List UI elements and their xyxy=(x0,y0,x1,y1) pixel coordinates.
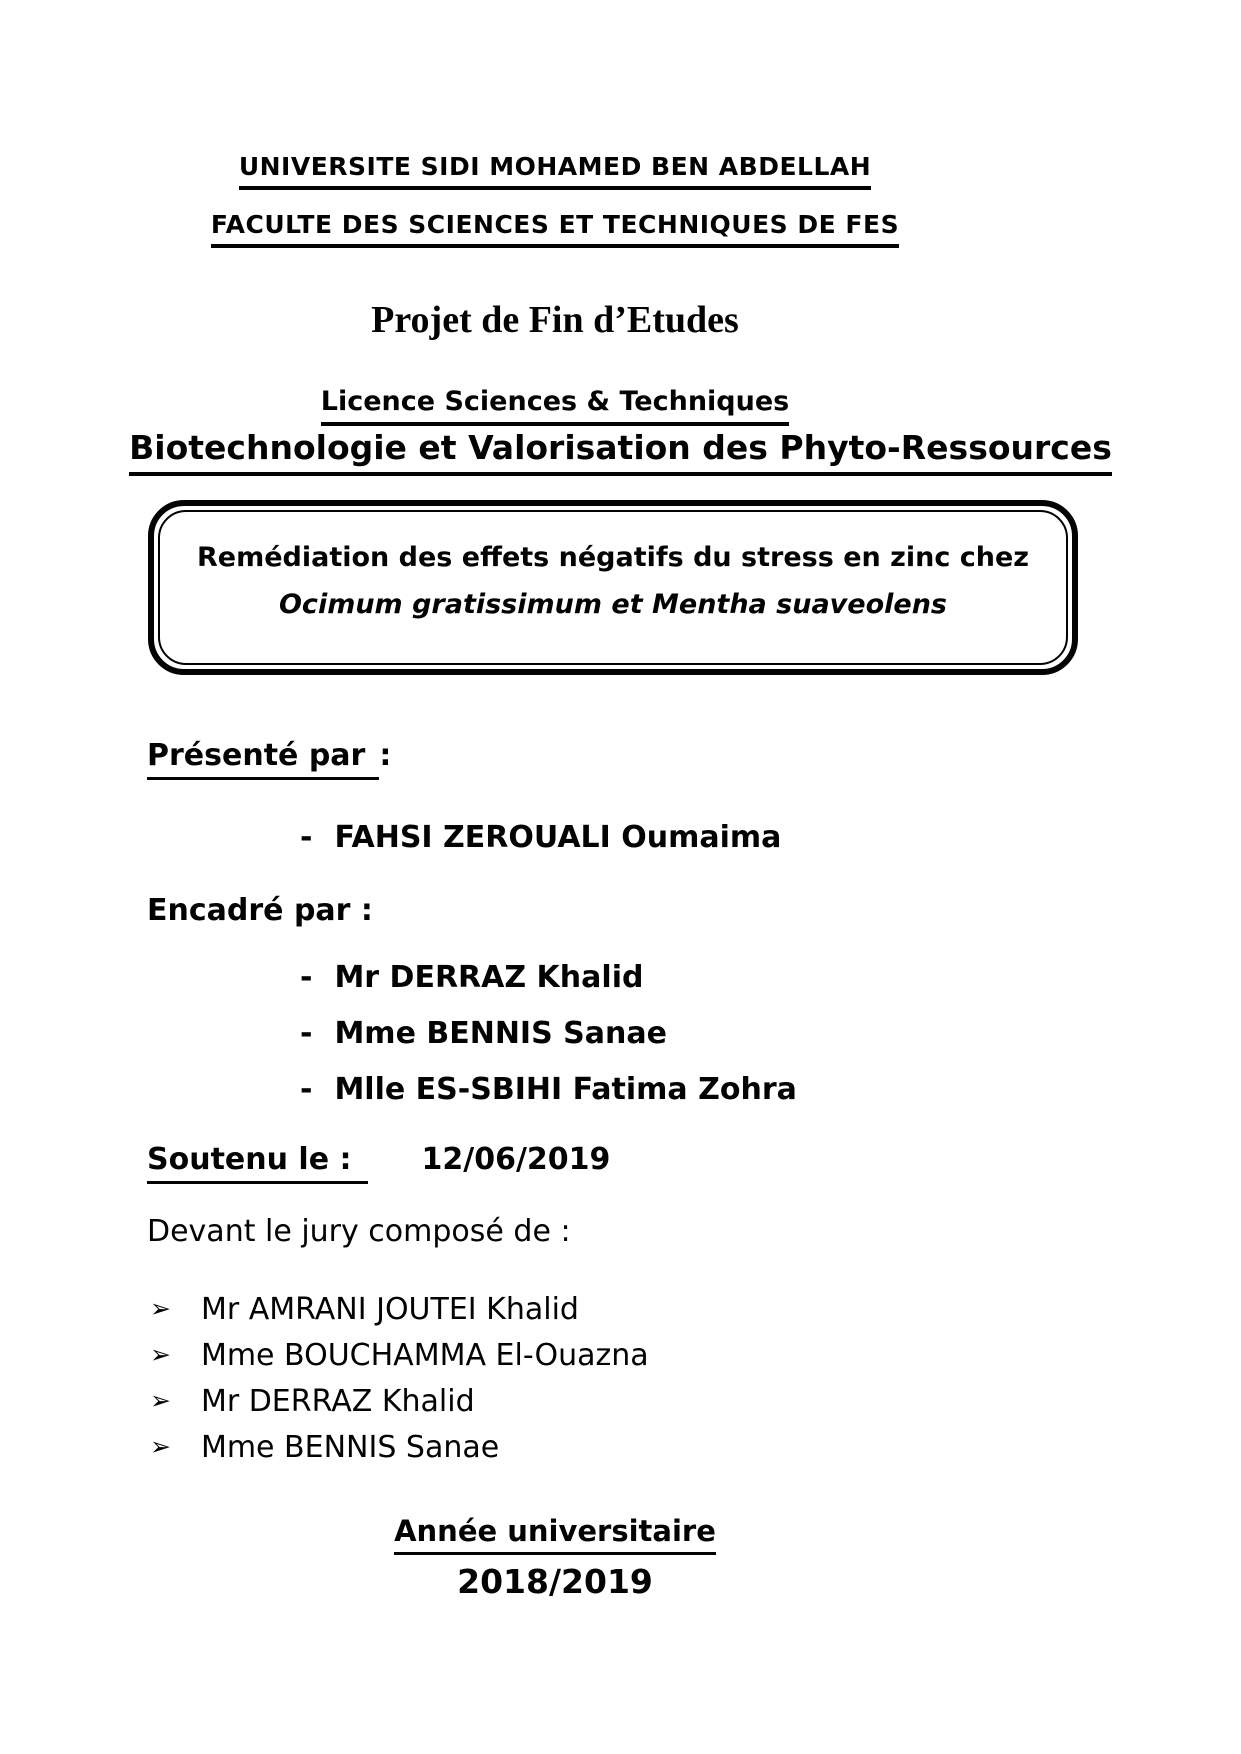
jury-heading: Devant le jury composé de : xyxy=(147,1214,571,1249)
jury-member-name: Mr AMRANI JOUTEI Khalid xyxy=(200,1292,579,1327)
program-text: Biotechnologie et Valorisation des Phyto-Ressources xyxy=(129,428,1112,476)
supervisor-name: Mme BENNIS Sanae xyxy=(334,1016,667,1051)
arrowhead-bullet-icon: ➢ xyxy=(150,1386,171,1415)
supervisor-name: Mlle ES-SBIHI Fatima Zohra xyxy=(334,1072,797,1107)
jury-member-row xyxy=(150,1384,475,1419)
presented-by-colon: : xyxy=(379,738,392,773)
thesis-title-box xyxy=(148,500,1078,675)
thesis-title-line1: Remédiation des effets négatifs du stress en zinc chez xyxy=(196,542,1029,573)
dash-bullet: - xyxy=(300,1072,313,1107)
faculty-name-text: FACULTE DES SCIENCES ET TECHNIQUES DE FES xyxy=(211,210,899,248)
supervisor-name: Mr DERRAZ Khalid xyxy=(334,960,644,995)
jury-member-name: Mme BOUCHAMMA El-Ouazna xyxy=(200,1338,649,1373)
thesis-title-box-inner xyxy=(158,510,1068,665)
faculty-name-line xyxy=(0,210,1110,248)
jury-member-row xyxy=(150,1430,499,1465)
supervised-by-heading: Encadré par : xyxy=(147,893,373,928)
thesis-title-line2: Ocimum gratissimum et Mentha suaveolens xyxy=(278,589,947,620)
academic-year-heading xyxy=(0,1514,1110,1555)
presented-by-heading xyxy=(147,738,391,780)
arrowhead-bullet-icon: ➢ xyxy=(150,1432,171,1461)
document-type-title: Projet de Fin d’Etudes xyxy=(371,299,739,341)
academic-year-label: Année universitaire xyxy=(394,1514,716,1555)
author-name: FAHSI ZEROUALI Oumaima xyxy=(334,820,782,855)
arrowhead-bullet-icon: ➢ xyxy=(150,1294,171,1323)
jury-member-name: Mme BENNIS Sanae xyxy=(200,1430,500,1465)
degree-line xyxy=(0,386,1110,426)
supervisor-item xyxy=(300,960,643,995)
academic-year-value: 2018/2019 xyxy=(457,1562,653,1601)
jury-member-name: Mr DERRAZ Khalid xyxy=(200,1384,475,1419)
jury-member-row xyxy=(150,1292,579,1327)
defense-date-row xyxy=(147,1142,610,1184)
degree-text: Licence Sciences & Techniques xyxy=(321,386,789,426)
presented-by-label: Présenté par xyxy=(147,738,379,780)
supervisor-item xyxy=(300,1016,667,1051)
defense-date-label: Soutenu le : xyxy=(147,1142,368,1184)
dash-bullet: - xyxy=(300,960,313,995)
supervisor-item xyxy=(300,1072,797,1107)
dash-bullet: - xyxy=(300,1016,313,1051)
university-name-text: UNIVERSITE SIDI MOHAMED BEN ABDELLAH xyxy=(239,152,871,190)
jury-member-row xyxy=(150,1338,649,1373)
university-name-line xyxy=(0,152,1110,190)
program-line xyxy=(0,428,1241,476)
author-item xyxy=(300,820,781,855)
defense-date-value: 12/06/2019 xyxy=(421,1142,611,1177)
dash-bullet: - xyxy=(300,820,313,855)
arrowhead-bullet-icon: ➢ xyxy=(150,1340,171,1369)
